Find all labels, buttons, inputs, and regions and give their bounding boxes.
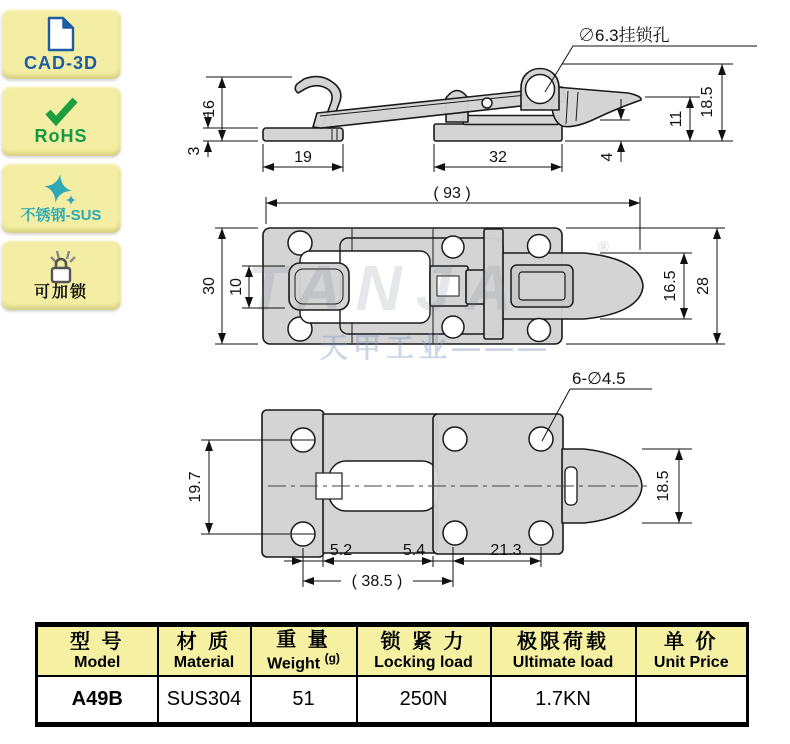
header-model-zh: 型 号 — [69, 630, 125, 653]
header-locking-load-en: Locking load — [374, 653, 473, 671]
header-material-zh: 材 质 — [176, 630, 232, 653]
cell-material: SUS304 — [158, 676, 251, 725]
spec-table-header-row — [37, 625, 748, 677]
header-material — [158, 625, 251, 677]
dim-bottom-d1: 5.2 — [329, 542, 353, 559]
dim-bottom-d3: 21.3 — [490, 542, 522, 559]
padlock-icon — [43, 248, 79, 284]
header-ultimate-load — [491, 625, 636, 677]
badge-lockable-label: 可加锁 — [33, 284, 88, 301]
dim-top-clasp-height: 10 — [228, 278, 245, 296]
dim-side-height: 16 — [201, 100, 218, 118]
checkmark-icon — [43, 96, 79, 126]
header-locking-load-zh: 锁 紧 力 — [380, 630, 467, 653]
padlock-hole-label: ∅6.3挂锁孔 — [578, 26, 670, 45]
side-view — [186, 25, 757, 172]
header-unit-price-en: Unit Price — [653, 653, 729, 671]
header-locking-load — [357, 625, 491, 677]
dim-side-base-width: 32 — [489, 149, 507, 166]
header-model — [37, 625, 158, 677]
cell-unit-price — [636, 676, 748, 725]
header-weight-en: Weight — [267, 655, 321, 673]
spec-table — [35, 622, 749, 727]
badge-sus-label: 不锈钢-SUS — [20, 206, 102, 224]
header-ultimate-load-zh: 极限荷载 — [517, 630, 609, 653]
dim-bottom-d2: 5.4 — [402, 542, 426, 559]
dim-side-thickness: 3 — [186, 146, 203, 156]
cell-model: A49B — [37, 676, 158, 725]
dim-side-total-height: 18.5 — [699, 86, 716, 118]
badge-cad-3d — [1, 8, 121, 79]
cell-weight: 51 — [251, 676, 357, 725]
cell-locking-load: 250N — [357, 676, 491, 725]
header-weight — [251, 625, 357, 677]
badge-cad-3d-label: CAD-3D — [23, 53, 98, 73]
dim-side-base-height: 4 — [599, 152, 616, 162]
cell-ultimate-load: 1.7KN — [491, 676, 636, 725]
dim-side-tip-height: 11 — [668, 110, 685, 128]
cad-document-icon — [46, 15, 76, 53]
dim-bottom-hole-spacing: 19.7 — [187, 471, 204, 503]
header-unit-price-zh: 单 价 — [663, 630, 719, 653]
mount-holes-label: 6-∅4.5 — [572, 369, 626, 388]
badge-sus — [1, 162, 121, 233]
header-unit-price — [636, 625, 748, 677]
badge-rohs-label: RoHS — [34, 126, 88, 146]
bottom-view — [187, 369, 692, 590]
dim-bottom-overall: ( 38.5 ) — [351, 573, 403, 590]
header-ultimate-load-en: Ultimate load — [512, 653, 614, 671]
dim-top-plate-height: 30 — [201, 277, 218, 295]
watermark-registered: ® — [598, 239, 610, 256]
header-weight-unit: (g) — [324, 651, 340, 666]
spec-table-data-row — [37, 676, 748, 725]
badge-rohs — [1, 85, 121, 156]
top-view — [201, 185, 725, 363]
header-material-en: Material — [173, 653, 235, 671]
dim-top-base-plate-height: 28 — [695, 277, 712, 295]
header-model-en: Model — [74, 653, 121, 671]
dim-bottom-tongue-height: 18.5 — [655, 470, 672, 502]
badge-lockable — [1, 239, 121, 310]
watermark-brand: TANJA — [247, 252, 526, 324]
header-weight-zh: 重 量 — [276, 629, 331, 652]
watermark-company: 天甲工业——— — [320, 332, 552, 363]
dim-top-keeper-height: 16.5 — [662, 270, 679, 302]
dim-side-hook-width: 19 — [294, 149, 312, 166]
dim-top-overall-length: ( 93 ) — [433, 185, 471, 202]
technical-drawing — [150, 0, 790, 618]
sparkle-icon — [43, 173, 79, 207]
